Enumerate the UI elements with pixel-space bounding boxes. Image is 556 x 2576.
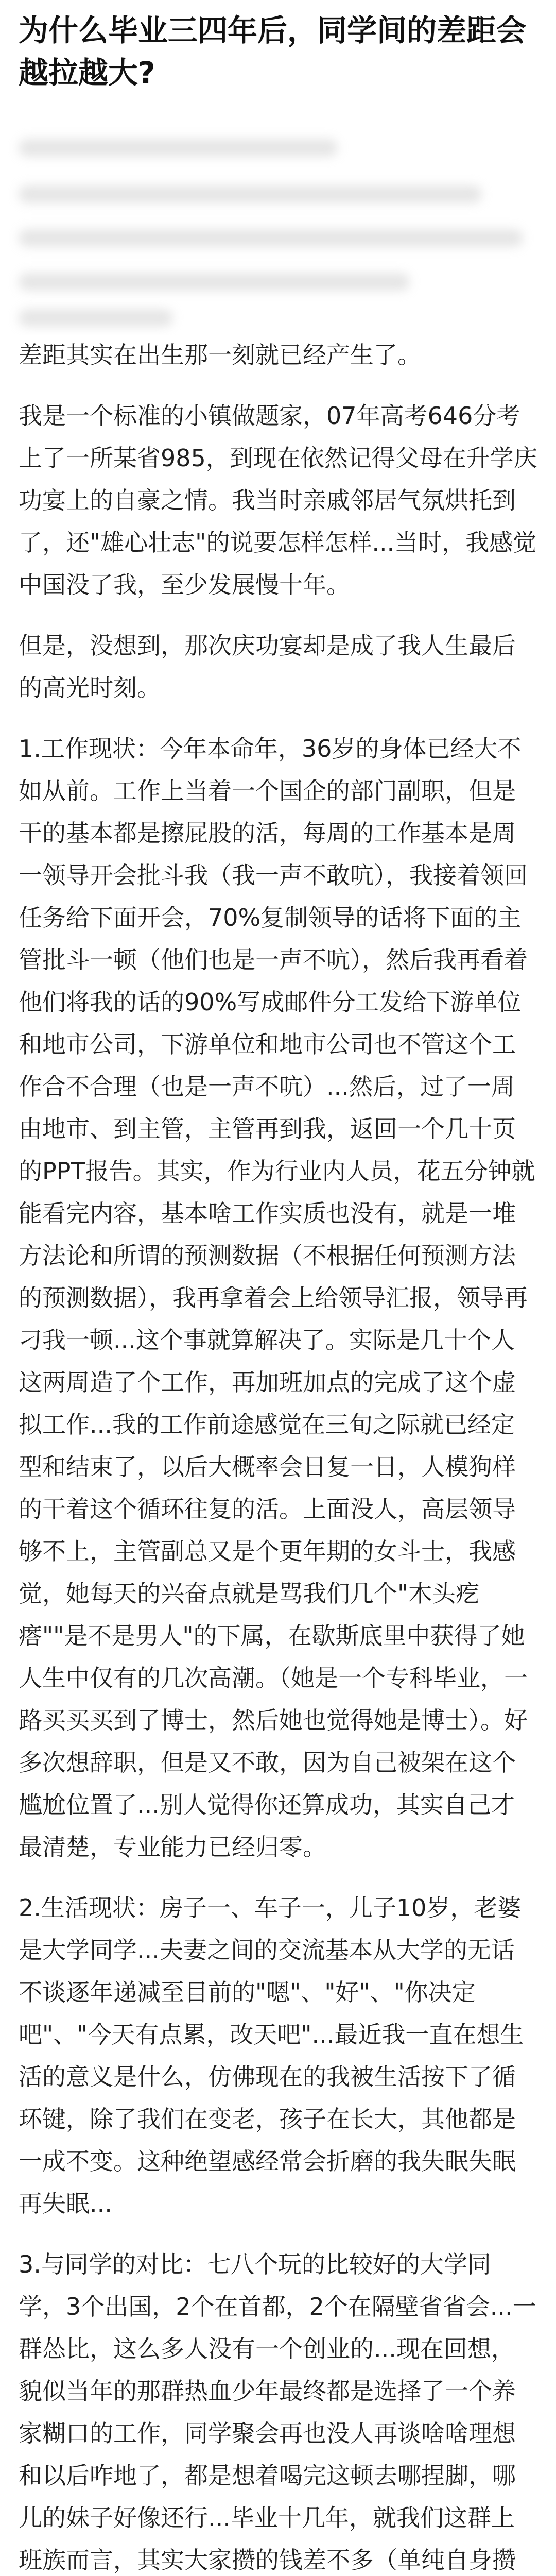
blurred-line — [19, 309, 173, 327]
post-title: 为什么毕业三四年后，同学间的差距会越拉越大? — [19, 13, 527, 90]
paragraph-life-status: 2.生活现状：房子一、车子一，儿子10岁，老婆是大学同学...夫妻之间的交流基本从大学的无话不谈逐年递减至目前的"嗯"、"好"、"你决定吧"、"今天有点累，改天吧"...最近我一直在想生活的意义是什么，仿佛现在的我被生活按下了循环键，除了我们在变老，孩子在长大，其他都是一成不变。这种绝望感经常会折磨的我失眠失眠再失眠... — [19, 1894, 524, 2217]
blurred-line — [19, 185, 482, 203]
paragraph-highlight: 但是，没想到，那次庆功宴却是成了我人生最后的高光时刻。 — [19, 632, 516, 702]
paragraph-background: 我是一个标准的小镇做题家，07年高考646分考上了一所某省985，到现在依然记得父母在升学庆功宴上的自豪之情。我当时亲戚邻居气氛烘托到了，还"雄心壮志"的说要怎样怎样...当时，我感觉中国没了我，至少发展慢十年。 — [19, 402, 537, 599]
blurred-line — [19, 229, 523, 247]
blurred-line — [19, 273, 410, 291]
paragraph-opening: 差距其实在出生那一刻就已经产生了。 — [19, 341, 421, 369]
post-body — [0, 340, 556, 2576]
paragraph-work-status: 1.工作现状：今年本命年，36岁的身体已经大不如从前。工作上当着一个国企的部门副职，但是干的基本都是擦屁股的活，每周的工作基本是周一领导开会批斗我（我一声不敢吭），我接着领回任务给下面开会，70%复制领导的话将下面的主管批斗一顿（他们也是一声不吭），然后我再看着他们将我的话的90%写成邮件分工发给下游单位和地市公司，下游单位和地市公司也不管这个工作合不合理（也是一声不吭）...然后，过了一周由地市、到主管，主管再到我，返回一个几十页的PPT报告。其实，作为行业内人员，花五分钟就能看完内容，基本啥工作实质也没有，就是一堆方法论和所谓的预测数据（不根据任何预测方法的预测数据），我再拿着会上给领导汇报，领导再刁我一顿...这个事就算解决了。实际是几十个人这两周造了个工作，再加班加点的完成了这个虚拟工作...我的工作前途感觉在三旬之际就已经定型和结束了，以后大概率会日复一日，人模狗样的干着这个循环往复的活。上面没人，高层领导够不上，主管副总又是个更年期的女斗士，我感觉，她每天的兴奋点就是骂我们几个"木头疙瘩""是不是男人"的下属，在歇斯底里中获得了她人生中仅有的几次高潮。（她是一个专科毕业，一路买买买到了博士，然后她也觉得她是博士）。好多次想辞职，但是又不敢，因为自己被架在这个尴尬位置了...别人觉得你还算成功，其实自己才最清楚，专业能力已经归零。 — [19, 735, 535, 1861]
paragraph-classmate-comparison: 3.与同学的对比：七八个玩的比较好的大学同学，3个出国，2个在首都，2个在隔壁省省会...一群怂比，这么多人没有一个创业的...现在回想，貌似当年的那群热血少年最终都是选择了一个养家糊口的工作，同学聚会再也没人再谈啥啥理想和以后咋地了，都是想着喝完这顿去哪捏脚，哪儿的妹子好像还行...毕业十几年，就我们这群上班族而言，其实大家攒的钱差不多（单纯自身攒 — [19, 2250, 536, 2574]
blurred-content-area — [0, 124, 556, 335]
blurred-line — [19, 139, 338, 157]
